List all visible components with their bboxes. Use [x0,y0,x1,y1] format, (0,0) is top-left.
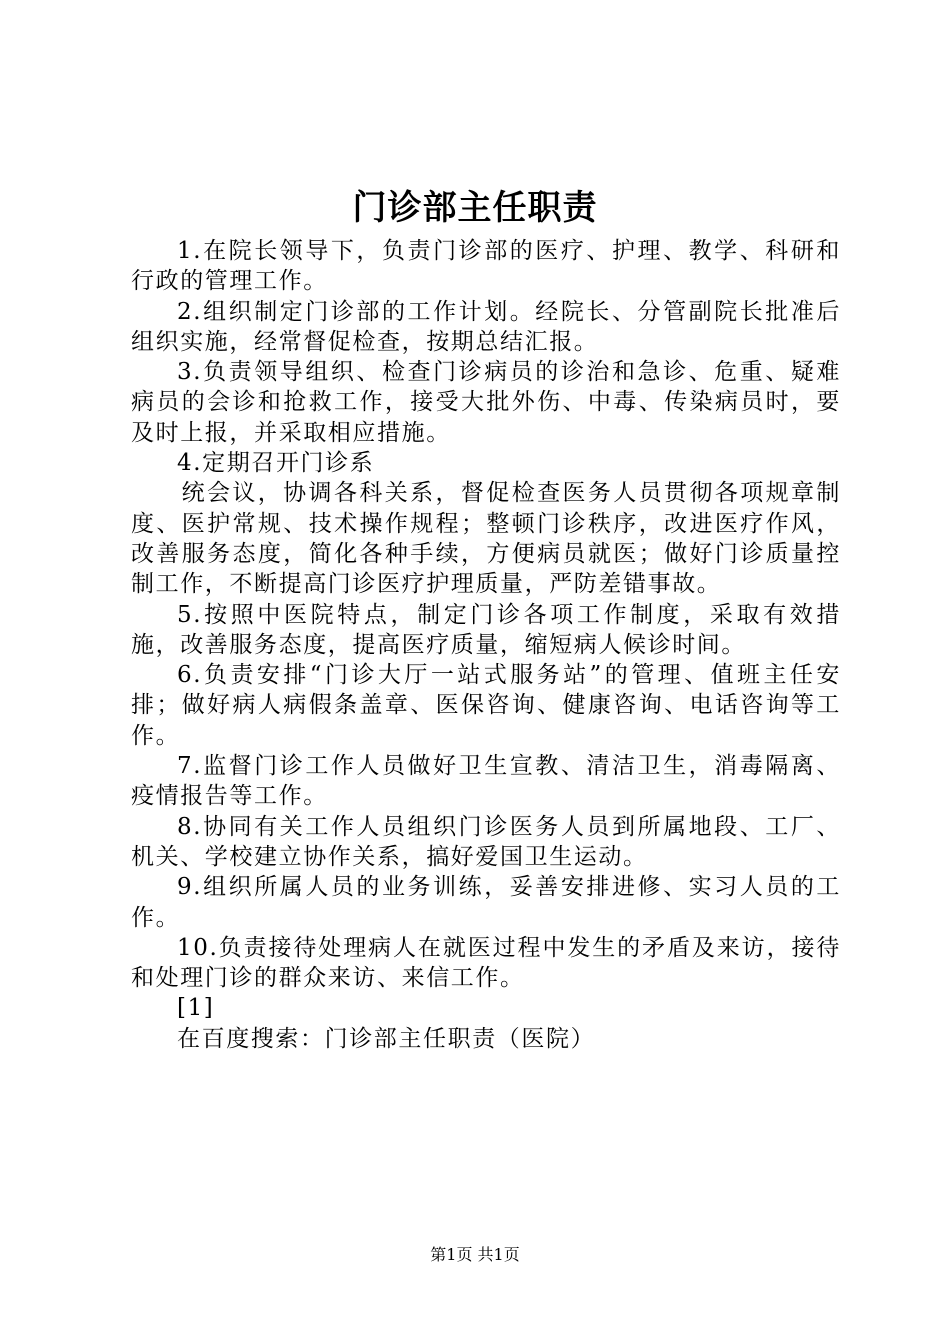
paragraph-2: 2.组织制定门诊部的工作计划。经院长、分管副院长批准后组织实施，经常督促检查，按期总结汇报。 [131,298,841,355]
paragraph-5: 5.按照中医院特点，制定门诊各项工作制度，采取有效措施，改善服务态度，提高医疗质量，缩短病人候诊时间。 [131,601,841,658]
paragraph-9: 9.组织所属人员的业务训练，妥善安排进修、实习人员的工作。 [131,874,841,931]
paragraph-8: 8.协同有关工作人员组织门诊医务人员到所属地段、工厂、机关、学校建立协作关系，搞好爱国卫生运动。 [131,813,841,870]
paragraph-7: 7.监督门诊工作人员做好卫生宣教、清洁卫生，消毒隔离、疫情报告等工作。 [131,753,841,810]
page-footer: 第1页 共1页 [430,1245,520,1264]
paragraph-4-heading: 4.定期召开门诊系 [177,450,375,477]
document-body [131,236,841,1054]
search-note: 在百度搜索：门诊部主任职责（医院） [177,1025,596,1052]
paragraph-10: 10.负责接待处理病人在就医过程中发生的矛盾及来访，接待和处理门诊的群众来访、来信工作。 [131,934,841,992]
reference-marker: [1] [177,995,215,1022]
page-title: 门诊部主任职责 [352,188,598,228]
paragraph-1: 1.在院长领导下，负责门诊部的医疗、护理、教学、科研和行政的管理工作。 [131,238,841,295]
paragraph-6: 6.负责安排“门诊大厅一站式服务站”的管理、值班主任安排；做好病人病假条盖章、医保咨询、健康咨询、电话咨询等工作。 [131,662,841,749]
paragraph-4-body: 统会议，协调各科关系，督促检查医务人员贯彻各项规章制度、医护常规、技术操作规程；整顿门诊秩序，改进医疗作风，改善服务态度，简化各种手续，方便病员就医；做好门诊质量控制工作，不断提高门诊医疗护理质量，严防差错事故。 [131,480,841,598]
paragraph-3: 3.负责领导组织、检查门诊病员的诊治和急诊、危重、疑难病员的会诊和抢救工作，接受大批外伤、中毒、传染病员时，要及时上报，并采取相应措施。 [131,359,841,446]
